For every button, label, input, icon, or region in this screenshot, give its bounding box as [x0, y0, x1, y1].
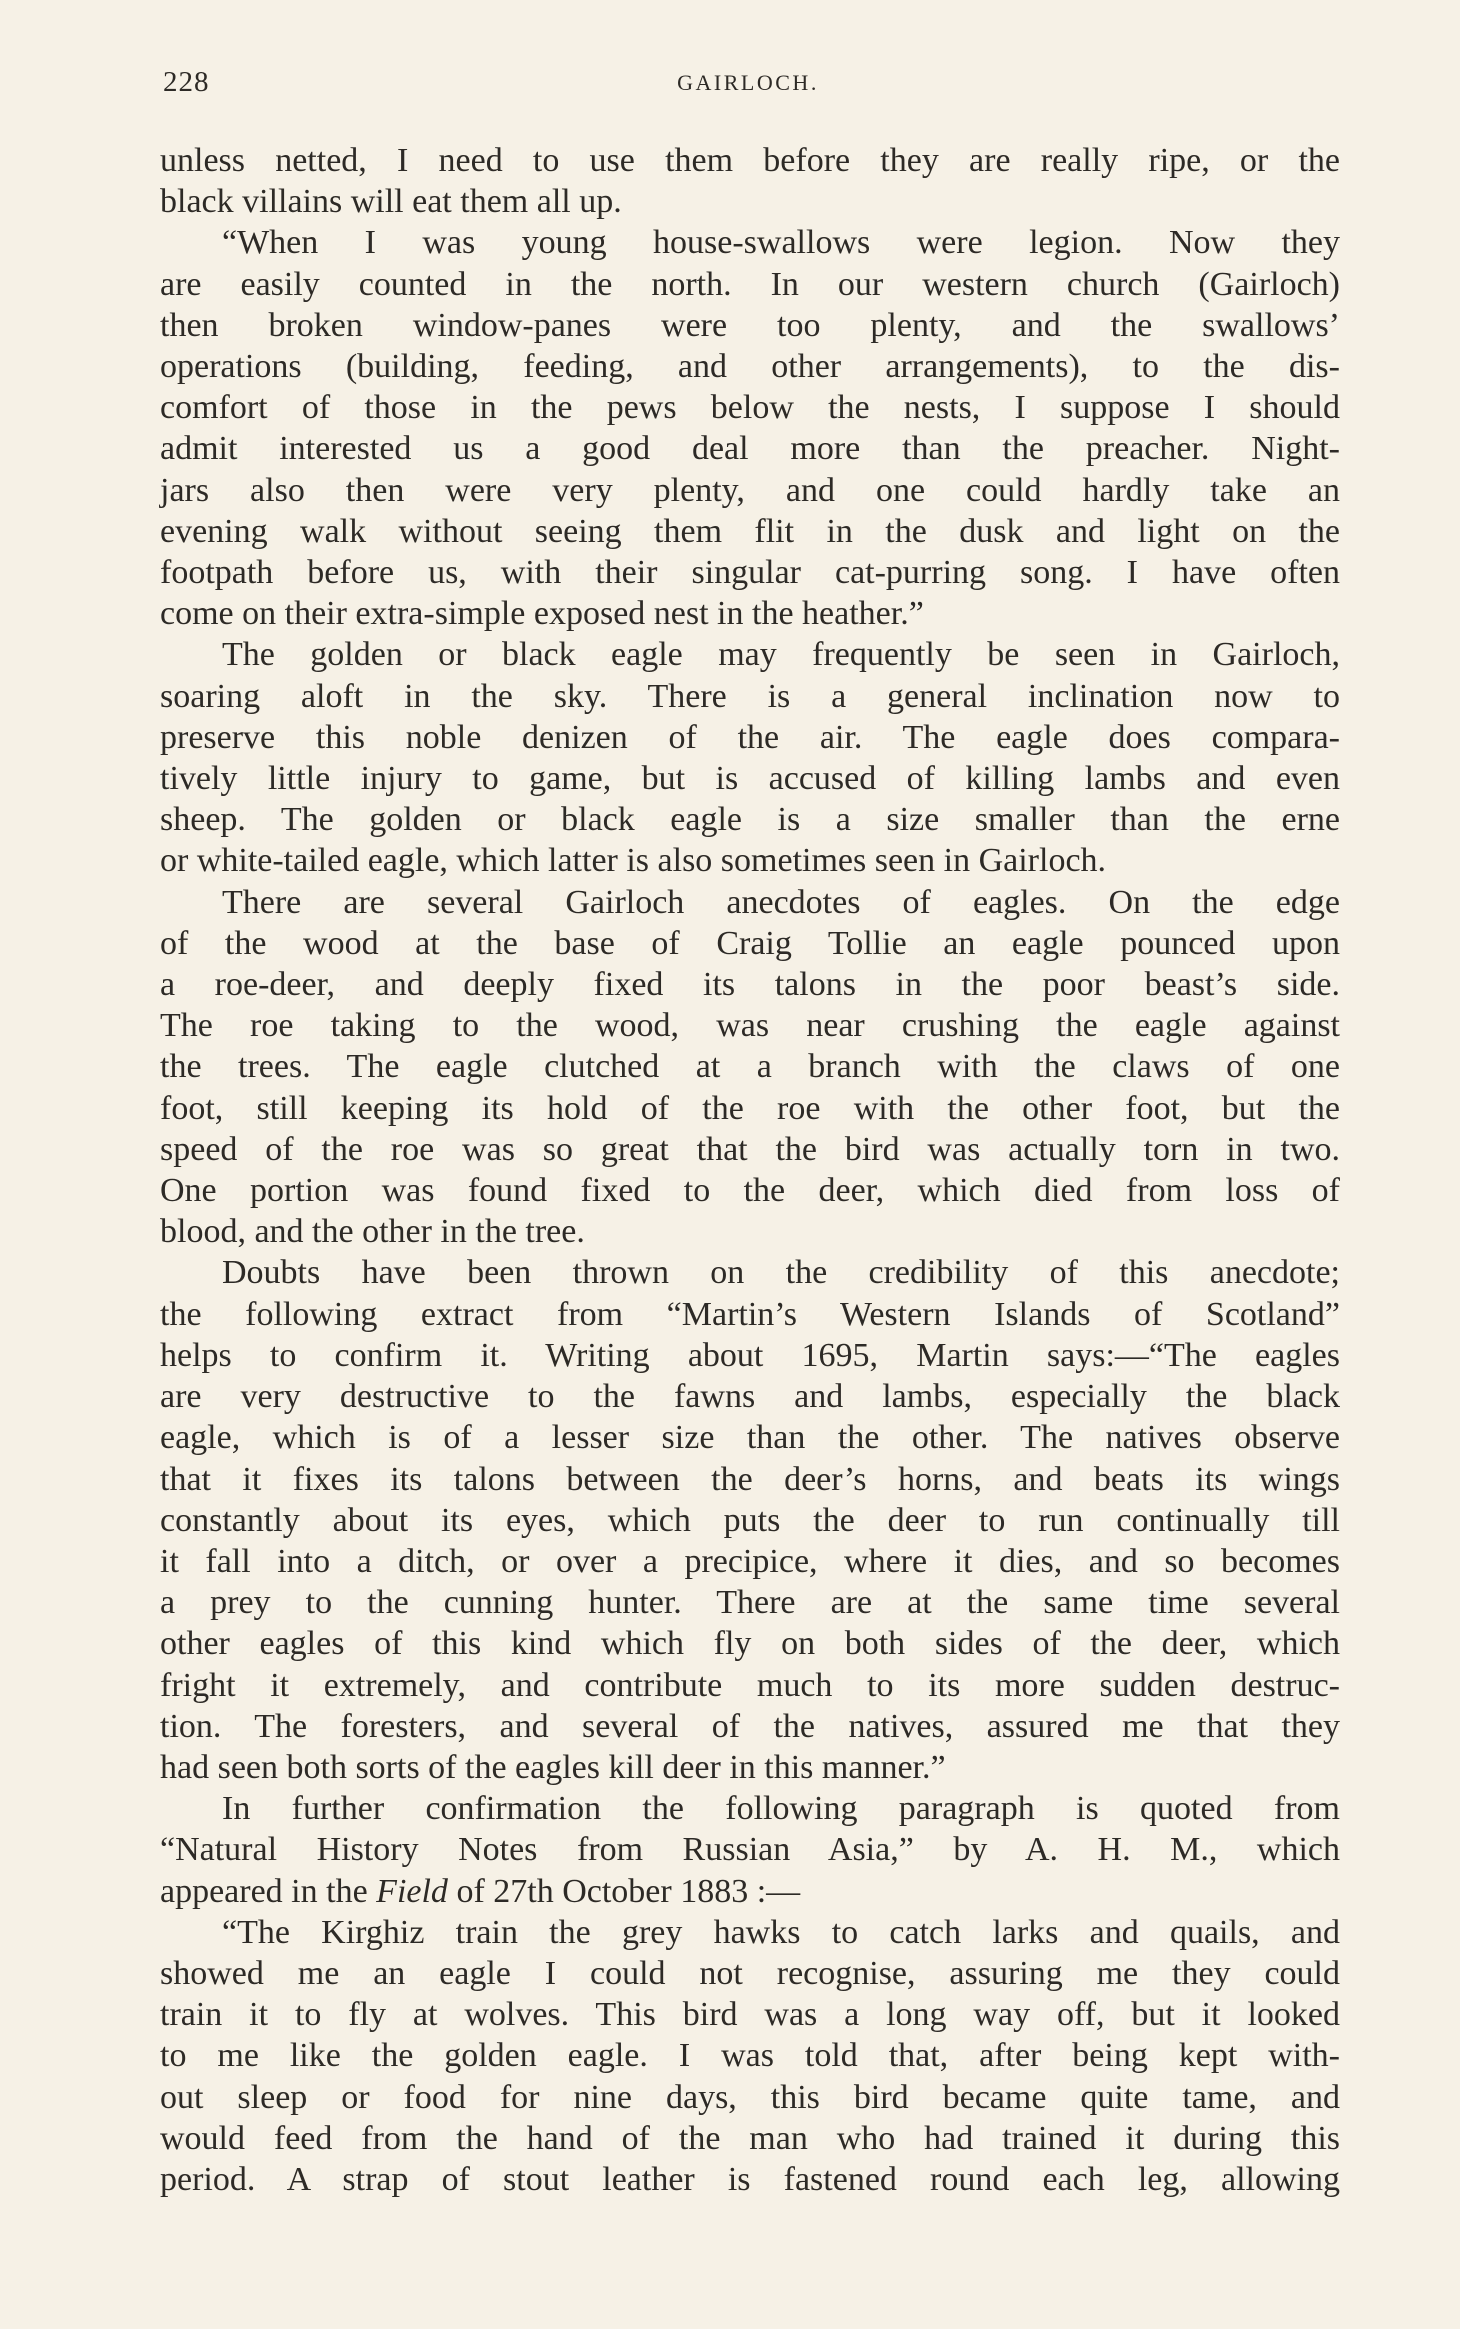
text-line: had seen both sorts of the eagles kill deer in this manner.”	[160, 1748, 946, 1786]
text-line: There are several Gairloch anecdotes of eagles. On the edge	[222, 883, 1340, 921]
text-line: helps to confirm it. Writing about 1695, Martin says:—“The eagles	[160, 1336, 1340, 1374]
paragraph-7	[160, 1912, 1340, 2200]
paragraph-4	[160, 882, 1340, 1253]
text-line: or white-tailed eagle, which latter is also sometimes seen in Gairloch.	[160, 842, 1107, 880]
text-line: showed me an eagle I could not recognise, assuring me they could	[160, 1954, 1340, 1992]
text-line: Doubts have been thrown on the credibility of this anecdote;	[222, 1254, 1340, 1292]
text-line: admit interested us a good deal more than the preacher. Night-	[160, 430, 1340, 468]
text-line: One portion was found fixed to the deer, which died from loss of	[160, 1172, 1340, 1210]
paragraph-3	[160, 634, 1340, 881]
text-line: soaring aloft in the sky. There is a general inclination now to	[160, 677, 1340, 715]
text-line: footpath before us, with their singular cat-purring song. I have often	[160, 554, 1340, 592]
text-line: eagle, which is of a lesser size than the other. The natives observe	[160, 1419, 1340, 1457]
paragraph-6	[160, 1788, 1340, 1912]
text-line: the trees. The eagle clutched at a branch with the claws of one	[160, 1048, 1340, 1086]
page-header	[163, 66, 1333, 114]
text-line: jars also then were very plenty, and one could hardly take an	[160, 471, 1340, 509]
text-line: constantly about its eyes, which puts the deer to run continually till	[160, 1501, 1340, 1539]
text-line: fright it extremely, and contribute much to its more sudden destruc-	[160, 1666, 1340, 1704]
text-line: “When I was young house-swallows were legion. Now they	[222, 224, 1340, 262]
italic-title-field: Field	[376, 1872, 448, 1910]
text-line: out sleep or food for nine days, this bird became quite tame, and	[160, 2078, 1340, 2116]
text-line: would feed from the hand of the man who had trained it during this	[160, 2119, 1340, 2157]
text-line: preserve this noble denizen of the air. The eagle does compara-	[160, 718, 1340, 756]
paragraph-2	[160, 222, 1340, 634]
text-line: blood, and the other in the tree.	[160, 1213, 585, 1251]
text-line: speed of the roe was so great that the bird was actually torn in two.	[160, 1130, 1340, 1168]
text-line: unless netted, I need to use them before they are really ripe, or the	[160, 142, 1340, 179]
text-line: foot, still keeping its hold of the roe with the other foot, but the	[160, 1089, 1340, 1127]
text-line: a roe-deer, and deeply fixed its talons in the poor beast’s side.	[160, 966, 1340, 1004]
text-line: In further confirmation the following paragraph is quoted from	[222, 1790, 1340, 1828]
text-line: that it fixes its talons between the deer’s horns, and beats its wings	[160, 1460, 1340, 1498]
text-line: to me like the golden eagle. I was told that, after being kept with-	[160, 2037, 1340, 2075]
text-line-with-italic	[98, 1871, 1340, 1912]
text-line: “The Kirghiz train the grey hawks to catch larks and quails, and	[222, 1913, 1340, 1951]
text-line: train it to fly at wolves. This bird was a long way off, but it looked	[160, 1996, 1340, 2034]
body-text	[160, 140, 1340, 2200]
text-line: tively little injury to game, but is accused of killing lambs and even	[160, 760, 1340, 798]
text-line: a prey to the cunning hunter. There are at the same time several	[160, 1584, 1340, 1622]
text-line: The golden or black eagle may frequently be seen in Gairloch,	[222, 636, 1340, 674]
text-line: evening walk without seeing them flit in the dusk and light on the	[160, 512, 1340, 550]
paragraph-1	[160, 140, 1340, 222]
text-segment: of 27th October 1883 :—	[447, 1872, 801, 1910]
text-segment: appeared in the	[160, 1872, 377, 1910]
text-line: The roe taking to the wood, was near crushing the eagle against	[160, 1007, 1340, 1045]
page-number: 228	[163, 66, 210, 98]
text-line: period. A strap of stout leather is fastened round each leg, allowing	[160, 2160, 1340, 2198]
text-line: come on their extra-simple exposed nest in the heather.”	[160, 595, 924, 633]
text-line: it fall into a ditch, or over a precipice, where it dies, and so becomes	[160, 1542, 1340, 1580]
text-line: operations (building, feeding, and other arrangements), to the dis-	[160, 348, 1340, 386]
text-line: then broken window-panes were too plenty, and the swallows’	[160, 306, 1340, 344]
text-line: of the wood at the base of Craig Tollie an eagle pounced upon	[160, 924, 1340, 962]
text-line: are easily counted in the north. In our western church (Gairloch)	[160, 265, 1340, 303]
text-line: comfort of those in the pews below the nests, I suppose I should	[160, 389, 1340, 427]
paragraph-5	[160, 1252, 1340, 1788]
text-line: the following extract from “Martin’s Western Islands of Scotland”	[160, 1295, 1340, 1333]
text-line: are very destructive to the fawns and lambs, especially the black	[160, 1378, 1340, 1416]
text-line: other eagles of this kind which fly on both sides of the deer, which	[160, 1625, 1340, 1663]
text-line: “Natural History Notes from Russian Asia,” by A. H. M., which	[160, 1831, 1340, 1869]
text-line: sheep. The golden or black eagle is a size smaller than the erne	[160, 801, 1340, 839]
text-line: black villains will eat them all up.	[160, 183, 622, 221]
text-line: tion. The foresters, and several of the natives, assured me that they	[160, 1707, 1340, 1745]
running-head: GAIRLOCH.	[677, 70, 819, 95]
